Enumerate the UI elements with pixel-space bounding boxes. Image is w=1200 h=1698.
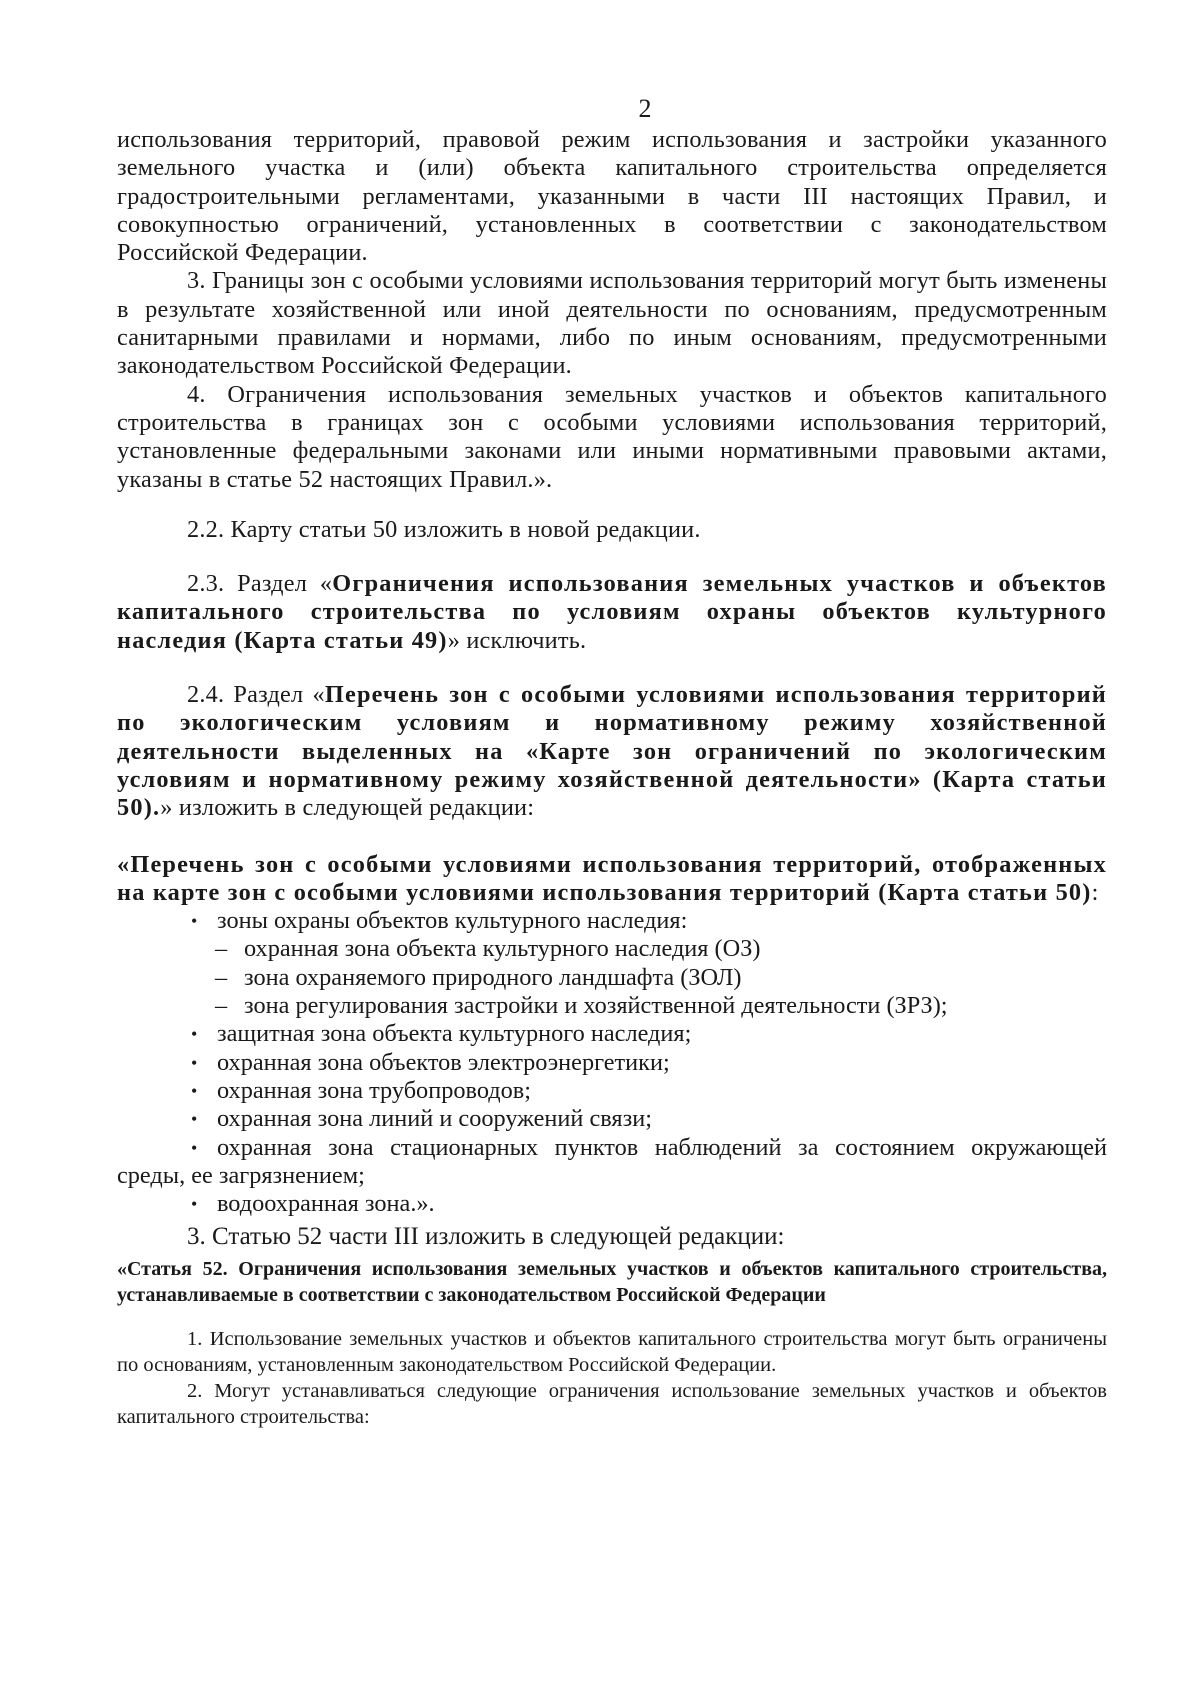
paragraph-item-3: 3. Границы зон с особыми условиями использования территорий могут быть изменены в результате хозяйственной или иной деятельности по основаниям, предусмотренным санитарными правилами и нормами, либо по иным основаниям, предусмотренными законодательством Российской Федерации. — [117, 267, 1107, 380]
zone-label: охранная зона линий и сооружений связи; — [217, 1105, 652, 1133]
bullet-icon: • — [191, 1024, 198, 1045]
bullet-icon: • — [191, 911, 198, 932]
item-2-3-section-title: Ограничения использования земельных участков и объектов капитального строительства по условиям охраны объектов культурного наследия (Карта статьи 49) — [117, 570, 1107, 654]
paragraph-continuation: использования территорий, правовой режим использования и застройки указанного земельного участка и (или) объекта капитального строительства определяется градостроительными регламентами, указанными в части III настоящих Правил, и совокупностью ограничений, установленных в соответствии с законодательством Российской Федерации. — [117, 126, 1107, 267]
zones-list-heading-colon: : — [1091, 878, 1100, 906]
page-number: 2 — [638, 94, 652, 123]
list-item — [117, 1105, 1107, 1133]
dash-icon: – — [215, 935, 228, 963]
zone-label: охранная зона стационарных пунктов наблюдений за состоянием окружающей среды, ее загрязнением; — [117, 1133, 1107, 1189]
bullet-icon: • — [191, 1137, 198, 1158]
bullet-icon: • — [191, 1080, 198, 1101]
zone-label: зона охраняемого природного ландшафта (ЗОЛ) — [244, 963, 742, 991]
zones-list-heading-text: «Перечень зон с особыми условиями использования территорий, отображенных на карте зон с особыми условиями использования территорий (Карта статьи 50) — [117, 850, 1107, 906]
list-item — [117, 1190, 1107, 1218]
zone-label: охранная зона объекта культурного наследия (ОЗ) — [244, 935, 761, 963]
bullet-icon: • — [191, 1052, 198, 1073]
list-item — [117, 964, 1107, 992]
paragraph-item-2-2: 2.2. Карту статьи 50 изложить в новой редакции. — [187, 515, 701, 543]
dash-icon: – — [215, 963, 228, 991]
paragraph-item-2-4 — [117, 681, 1107, 822]
article-52-title: «Статья 52. Ограничения использования земельных участков и объектов капитального строительства, устанавливаемые в соответствии с законодательством Российской Федерации — [117, 1258, 1107, 1307]
paragraph-item-2-3 — [117, 570, 1107, 655]
zones-list-heading — [117, 851, 1107, 908]
article-52-paragraph-2: 2. Могут устанавливаться следующие ограничения использование земельных участков и объектов капитального строительства: — [117, 1380, 1107, 1429]
zone-label: зона регулирования застройки и хозяйственной деятельности (ЗРЗ); — [244, 992, 948, 1020]
zones-list — [117, 907, 1107, 935]
zone-label: охранная зона трубопроводов; — [217, 1076, 531, 1104]
heritage-zones-sublist-items — [117, 935, 1107, 1020]
zones-list-continued — [117, 1020, 1107, 1218]
article-52-paragraph-1: 1. Использование земельных участков и объектов капитального строительства могут быть ограничены по основаниям, установленным законодательством Российской Федерации. — [117, 1328, 1107, 1377]
document-body — [117, 126, 1107, 1430]
paragraph-item-4: 4. Ограничения использования земельных участков и объектов капитального строительства в границах зон с особыми условиями использования территорий, установленные федеральными законами или иными нормативными правовыми актами, указаны в статье 52 настоящих Правил.». — [117, 380, 1107, 493]
item-2-3-suffix: » исключить. — [447, 626, 587, 654]
item-2-4-section-title: Перечень зон с особыми условиями использования территорий по экологическим условиям и нормативному режиму хозяйственной деятельности выделенных на «Карте зон ограничений по экологическим условиям и нормативному режиму хозяйственной деятельности» (Карта статьи 50). — [117, 681, 1107, 822]
item-2-3-prefix: 2.3. Раздел « — [187, 570, 333, 598]
dash-icon: – — [215, 992, 228, 1020]
item-2-4-prefix: 2.4. Раздел « — [187, 681, 325, 709]
zone-label: зоны охраны объектов культурного наследия: — [217, 907, 688, 935]
zone-label: водоохранная зона.». — [217, 1190, 435, 1218]
zone-label: защитная зона объекта культурного наследия; — [217, 1020, 692, 1048]
list-item — [117, 935, 1107, 963]
list-item — [117, 1049, 1107, 1077]
zone-label: охранная зона объектов электроэнергетики; — [217, 1048, 670, 1076]
bullet-icon: • — [191, 1109, 198, 1130]
list-item — [117, 907, 1107, 935]
paragraph-item-3-amend: 3. Статью 52 части III изложить в следующей редакции: — [187, 1223, 785, 1251]
list-item — [117, 1020, 1107, 1048]
list-item — [117, 1077, 1107, 1105]
list-item — [117, 992, 1107, 1020]
list-item — [117, 1134, 1107, 1191]
item-2-4-suffix: » изложить в следующей редакции: — [160, 794, 535, 822]
bullet-icon: • — [191, 1194, 198, 1215]
